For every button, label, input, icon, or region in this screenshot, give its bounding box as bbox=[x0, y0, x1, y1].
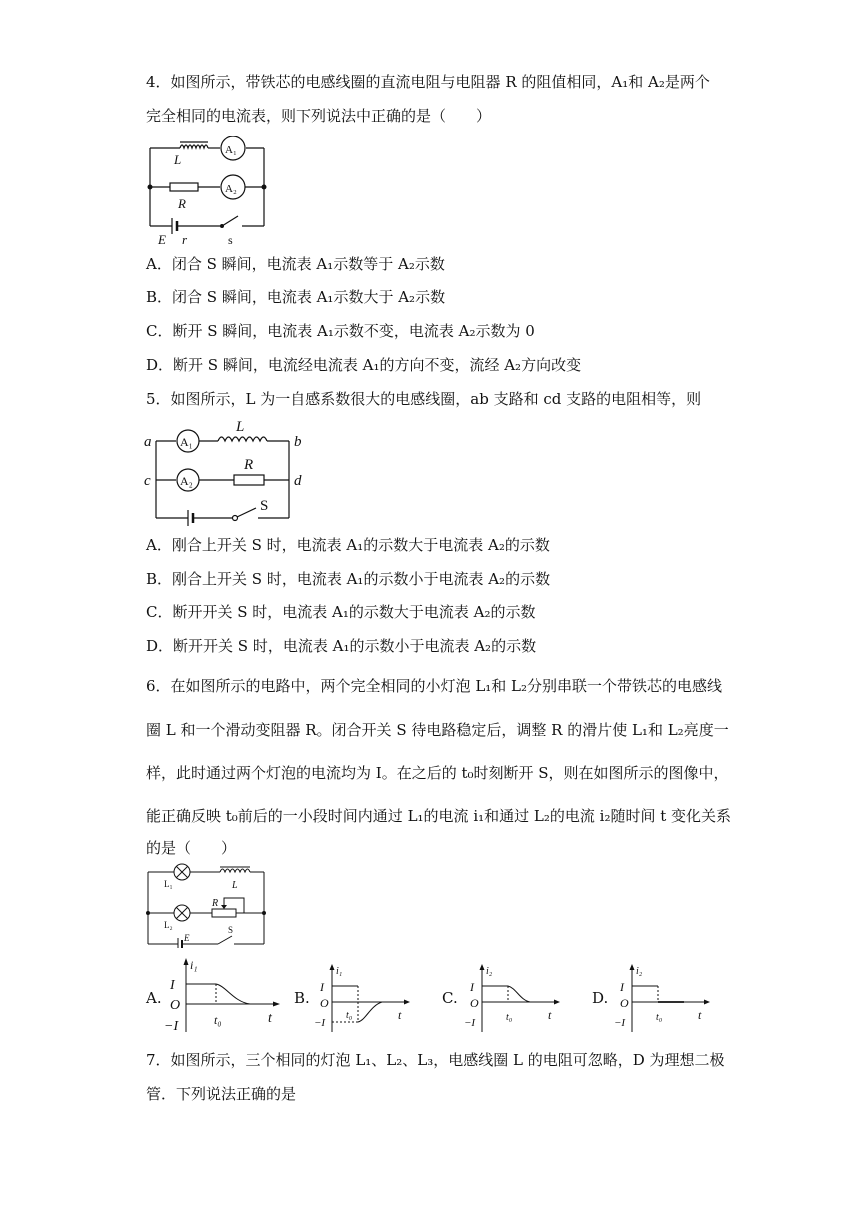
q4-circuit-figure bbox=[144, 136, 274, 248]
q6-graph-d-I: I bbox=[620, 980, 624, 994]
q6-circuit-figure bbox=[144, 862, 268, 948]
q4-fig-label-E: E bbox=[158, 232, 166, 247]
q6-graph-a-t0: t₀ bbox=[214, 1013, 222, 1027]
q5-stem-line1: 5．如图所示，L 为一自感系数很大的电感线圈，ab 支路和 cd 支路的电阻相等，则 bbox=[146, 390, 702, 408]
q5-fig-label-c: c bbox=[144, 473, 151, 489]
q5-circuit-figure bbox=[144, 416, 316, 526]
q6-graph-a-ylabel: i₁ bbox=[190, 958, 198, 972]
q5-option-d: D．断开开关 S 时，电流表 A₁的示数小于电流表 A₂的示数 bbox=[146, 637, 537, 655]
q6-graph-d-t: t bbox=[698, 1008, 702, 1022]
q6-graph-c-O: O bbox=[470, 996, 479, 1010]
q6-graph-c-I: I bbox=[470, 980, 474, 994]
q6-graph-d-option: D. bbox=[592, 989, 609, 1007]
q6-fig-label-L1: L₁ bbox=[164, 879, 173, 889]
q6-graph-b bbox=[312, 962, 412, 1034]
q6-graph-b-t0: t₀ bbox=[346, 1010, 353, 1021]
q7-stem-line2: 管．下列说法正确的是 bbox=[146, 1085, 297, 1103]
q6-graph-d-O: O bbox=[620, 996, 629, 1010]
q5-fig-label-b: b bbox=[294, 434, 302, 450]
q6-graph-d-ylabel: i₂ bbox=[636, 966, 643, 977]
q6-graph-a-t: t bbox=[268, 1011, 272, 1026]
q5-fig-label-d: d bbox=[294, 473, 302, 489]
q6-graph-a-negI: −I bbox=[164, 1019, 179, 1034]
q4-option-c: C．断开 S 瞬间，电流表 A₁示数不变，电流表 A₂示数为 0 bbox=[146, 322, 535, 340]
q6-graph-d-negI: −I bbox=[614, 1017, 626, 1029]
q6-graph-b-option: B. bbox=[294, 989, 310, 1007]
q6-graph-c-t: t bbox=[548, 1008, 552, 1022]
q6-graph-c-negI: −I bbox=[464, 1017, 476, 1029]
q6-graph-a-O: O bbox=[170, 998, 181, 1013]
q5-option-a: A．刚合上开关 S 时，电流表 A₁的示数大于电流表 A₂的示数 bbox=[146, 536, 550, 554]
q5-fig-label-a: a bbox=[144, 434, 152, 450]
q6-fig-label-E: E bbox=[184, 933, 190, 943]
q6-fig-label-L: L bbox=[232, 880, 238, 891]
q5-fig-label-R: R bbox=[244, 457, 254, 473]
q7-stem-line1: 7．如图所示，三个相同的灯泡 L₁、L₂、L₃，电感线圈 L 的电阻可忽略，D 为理想二极 bbox=[146, 1051, 725, 1069]
q6-graph-c bbox=[462, 962, 562, 1034]
q6-graph-d-t0: t₀ bbox=[656, 1012, 663, 1023]
q5-option-c: C．断开开关 S 时，电流表 A₁的示数大于电流表 A₂的示数 bbox=[146, 603, 536, 621]
q4-fig-label-S: s bbox=[228, 233, 233, 247]
q6-graph-b-O: O bbox=[320, 996, 329, 1010]
q6-graph-a bbox=[164, 952, 282, 1034]
q4-fig-label-A2: A₂ bbox=[225, 183, 237, 195]
q6-graph-b-I: I bbox=[320, 980, 324, 994]
q6-graph-a-I: I bbox=[170, 978, 175, 993]
q4-fig-label-L: L bbox=[174, 152, 182, 167]
q6-stem-line3: 样，此时通过两个灯泡的电流均为 I。在之后的 t₀时刻断开 S，则在如图所示的图像中， bbox=[146, 764, 729, 782]
q4-fig-label-r: r bbox=[182, 232, 188, 247]
q6-graph-b-t: t bbox=[398, 1008, 402, 1022]
q6-fig-label-L2: L₂ bbox=[164, 920, 173, 930]
q6-stem-line4: 能正确反映 t₀前后的一小段时间内通过 L₁的电流 i₁和通过 L₂的电流 i₂随时间 t 变化关系 bbox=[146, 807, 732, 825]
q6-graph-a-option: A. bbox=[146, 989, 162, 1007]
q6-stem-line5: 的是（ ） bbox=[146, 839, 237, 857]
q5-fig-label-L: L bbox=[236, 419, 245, 435]
q6-fig-label-S: S bbox=[228, 925, 234, 935]
q5-fig-label-A1: A₁ bbox=[180, 435, 193, 449]
q5-option-b: B．刚合上开关 S 时，电流表 A₁的示数小于电流表 A₂的示数 bbox=[146, 570, 551, 588]
q4-option-d: D．断开 S 瞬间，电流经电流表 A₁的方向不变，流经 A₂方向改变 bbox=[146, 356, 582, 374]
q6-fig-label-R: R bbox=[212, 898, 219, 909]
q4-option-a: A．闭合 S 瞬间，电流表 A₁示数等于 A₂示数 bbox=[146, 255, 445, 273]
q6-graph-b-negI: −I bbox=[314, 1017, 326, 1029]
q4-stem-line1: 4．如图所示，带铁芯的电感线圈的直流电阻与电阻器 R 的阻值相同，A₁和 A₂是两个 bbox=[146, 73, 710, 91]
q5-fig-label-S: S bbox=[260, 498, 269, 514]
q6-graph-c-option: C. bbox=[442, 989, 458, 1007]
q4-option-b: B．闭合 S 瞬间，电流表 A₁示数大于 A₂示数 bbox=[146, 288, 446, 306]
q6-graph-d bbox=[612, 962, 712, 1034]
q4-fig-label-A1: A₁ bbox=[225, 144, 237, 156]
q6-graph-b-ylabel: i₁ bbox=[336, 966, 343, 977]
q4-stem-line2: 完全相同的电流表，则下列说法中正确的是（ ） bbox=[146, 107, 492, 125]
q6-graph-c-ylabel: i₂ bbox=[486, 966, 493, 977]
q5-fig-label-A2: A₂ bbox=[180, 474, 193, 488]
q4-fig-label-R: R bbox=[178, 196, 186, 211]
q6-graph-c-t0: t₀ bbox=[506, 1012, 513, 1023]
q6-stem-line1: 6．在如图所示的电路中，两个完全相同的小灯泡 L₁和 L₂分别串联一个带铁芯的电感线 bbox=[146, 677, 723, 695]
q6-stem-line2: 圈 L 和一个滑动变阻器 R。闭合开关 S 待电路稳定后，调整 R 的滑片使 L₁和 L₂亮度一 bbox=[146, 721, 729, 739]
